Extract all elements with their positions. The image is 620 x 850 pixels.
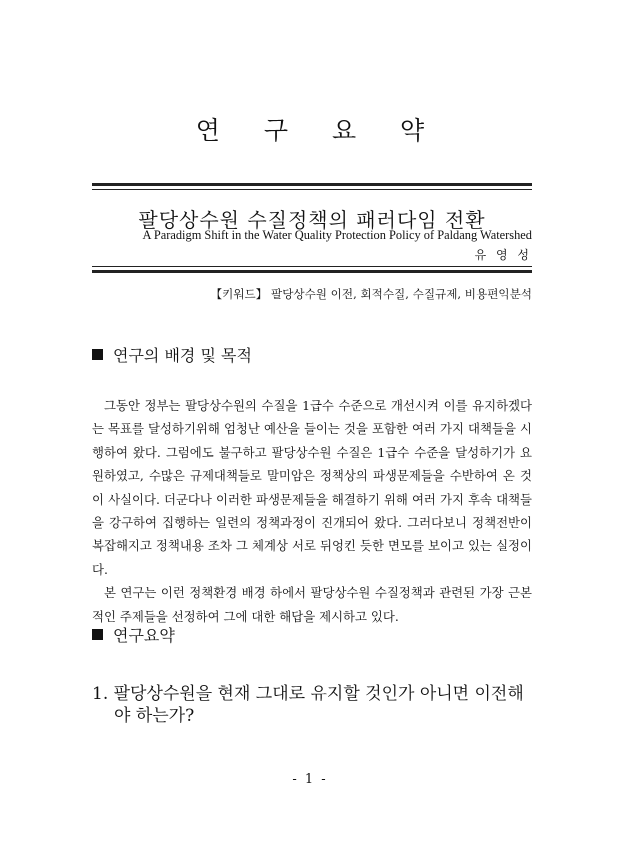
section-heading-label: 연구요약 [113, 626, 175, 645]
keywords: 【키워드】 팔당상수원 이전, 회적수질, 수질규제, 비용편익분석 [210, 287, 532, 301]
english-title: A Paradigm Shift in the Water Quality Protection Policy of Paldang Watershed [142, 228, 532, 242]
section-heading-background [92, 343, 252, 366]
section-heading-summary [92, 623, 175, 646]
title-bottom-rule-thick [92, 270, 532, 273]
body-paragraph: 본 연구는 이런 정책환경 배경 하에서 팔당상수원 수질정책과 관련된 가장 근본적인 주제들을 선정하여 그에 대한 해답을 제시하고 있다. [92, 585, 532, 624]
author: 유 영 성 [474, 248, 532, 262]
page-number: - 1 - [292, 772, 328, 787]
question-heading: 1. 팔당상수원을 현재 그대로 유지할 것인가 아니면 이전해야 하는가? [92, 684, 524, 726]
body-paragraph: 그동안 정부는 팔당상수원의 수질을 1급수 수준으로 개선시켜 이를 유지하겠다는 목표를 달성하기위해 엄청난 예산을 들이는 것을 포함한 여러 가지 대책들을 시행하여 왔다. 그럼에도 불구하고 팔당상수원 수질은 1급수 수준을 달성하기가 요원하였고, 수많은 규제대책들로 말미암은 정책상의 파생문제들을 수반하여 온 것이 사실이다. 더군다나 이러한 파생문제들을 해결하기 위해 여러 가지 후속 대책들을 강구하여 집행하는 일련의 정책과정이 진개되어 왔다. 그러다보니 정책전반이 복잡해지고 정책내용 조차 그 체계상 서로 뒤엉킨 듯한 면모를 보이고 있는 실정이다. [92, 398, 532, 577]
section-heading-label: 연구의 배경 및 목적 [113, 346, 252, 365]
page-title: 연 구 요 약 [195, 116, 443, 145]
background-body [92, 394, 532, 628]
title-top-rule-thin [92, 189, 532, 190]
black-square-bullet-icon [92, 629, 103, 640]
black-square-bullet-icon [92, 349, 103, 360]
korean-title: 팔당상수원 수질정책의 패러다임 전환 [138, 208, 486, 232]
title-bottom-rule-thin [92, 266, 532, 267]
title-top-rule-thick [92, 183, 532, 186]
